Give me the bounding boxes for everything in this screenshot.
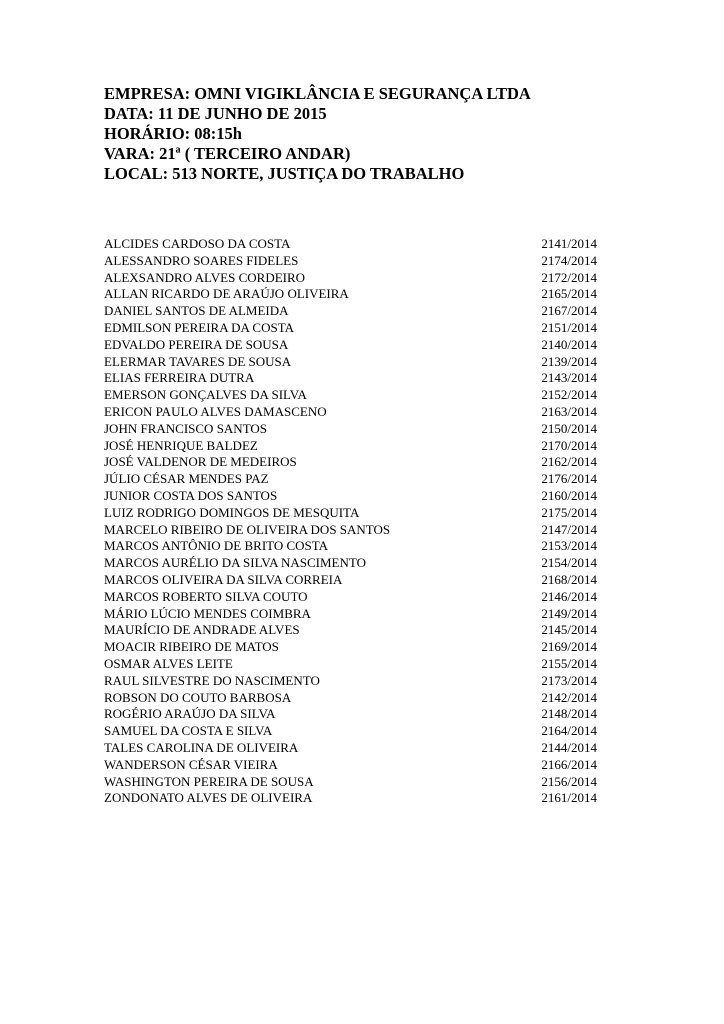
entry-process-number: 2142/2014 — [541, 689, 597, 705]
entry-process-number: 2169/2014 — [541, 639, 597, 655]
entry-name: WASHINGTON PEREIRA DE SOUSA — [104, 773, 314, 789]
entry-name: ELIAS FERREIRA DUTRA — [104, 370, 255, 386]
entry-name: JÚLIO CÉSAR MENDES PAZ — [104, 471, 269, 487]
entry-process-number: 2170/2014 — [541, 437, 597, 453]
list-item — [104, 774, 597, 791]
entry-process-number: 2166/2014 — [541, 756, 597, 772]
list-item — [104, 723, 597, 740]
entry-name: ROBSON DO COUTO BARBOSA — [104, 689, 292, 705]
entry-process-number: 2147/2014 — [541, 521, 597, 537]
date-line: DATA: 11 DE JUNHO DE 2015 — [104, 104, 327, 123]
list-item — [104, 404, 597, 421]
entry-process-number: 2164/2014 — [541, 723, 597, 739]
list-item — [104, 253, 597, 270]
entry-process-number: 2154/2014 — [541, 555, 597, 571]
list-item — [104, 606, 597, 623]
entry-process-number: 2163/2014 — [541, 403, 597, 419]
entry-process-number: 2161/2014 — [541, 790, 597, 806]
entry-name: ALLAN RICARDO DE ARAÚJO OLIVEIRA — [104, 286, 349, 302]
list-item — [104, 488, 597, 505]
entry-process-number: 2167/2014 — [541, 303, 597, 319]
list-item — [104, 555, 597, 572]
entry-name: MARCOS AURÉLIO DA SILVA NASCIMENTO — [104, 555, 366, 571]
entry-process-number: 2151/2014 — [541, 319, 597, 335]
entry-name: JOHN FRANCISCO SANTOS — [104, 420, 268, 436]
entry-name: MÁRIO LÚCIO MENDES COIMBRA — [104, 605, 311, 621]
document-header — [104, 84, 624, 184]
entry-process-number: 2144/2014 — [541, 739, 597, 755]
entry-name: SAMUEL DA COSTA E SILVA — [104, 723, 273, 739]
list-item — [104, 370, 597, 387]
entry-name: EMERSON GONÇALVES DA SILVA — [104, 387, 307, 403]
entry-name: ROGÉRIO ARAÚJO DA SILVA — [104, 706, 276, 722]
entry-process-number: 2173/2014 — [541, 672, 597, 688]
list-item — [104, 354, 597, 371]
entry-process-number: 2176/2014 — [541, 471, 597, 487]
entry-name: MARCOS ROBERTO SILVA COUTO — [104, 588, 308, 604]
entry-name: MARCELO RIBEIRO DE OLIVEIRA DOS SANTOS — [104, 521, 391, 537]
entry-name: TALES CAROLINA DE OLIVEIRA — [104, 739, 299, 755]
entry-process-number: 2149/2014 — [541, 605, 597, 621]
list-item — [104, 790, 597, 807]
list-item — [104, 538, 597, 555]
entry-name: MARCOS OLIVEIRA DA SILVA CORREIA — [104, 571, 343, 587]
entry-name: OSMAR ALVES LEITE — [104, 655, 233, 671]
court-line: VARA: 21ª ( TERCEIRO ANDAR) — [104, 144, 351, 163]
list-item — [104, 673, 597, 690]
entry-name: ERICON PAULO ALVES DAMASCENO — [104, 403, 327, 419]
entry-process-number: 2155/2014 — [541, 655, 597, 671]
entry-name: EDMILSON PEREIRA DA COSTA — [104, 319, 295, 335]
entry-name: ZONDONATO ALVES DE OLIVEIRA — [104, 790, 313, 806]
list-item — [104, 639, 597, 656]
entry-process-number: 2139/2014 — [541, 353, 597, 369]
entry-name: RAUL SILVESTRE DO NASCIMENTO — [104, 672, 320, 688]
entry-name: JOSÉ HENRIQUE BALDEZ — [104, 437, 258, 453]
list-item — [104, 303, 597, 320]
list-item — [104, 505, 597, 522]
list-item — [104, 656, 597, 673]
list-item — [104, 740, 597, 757]
entry-name: DANIEL SANTOS DE ALMEIDA — [104, 303, 289, 319]
list-item — [104, 421, 597, 438]
entry-process-number: 2153/2014 — [541, 538, 597, 554]
list-item — [104, 286, 597, 303]
list-item — [104, 622, 597, 639]
entry-process-number: 2143/2014 — [541, 370, 597, 386]
entry-name: ALESSANDRO SOARES FIDELES — [104, 252, 299, 268]
time-line: HORÁRIO: 08:15h — [104, 124, 242, 143]
list-item — [104, 690, 597, 707]
entry-process-number: 2148/2014 — [541, 706, 597, 722]
entry-name: LUIZ RODRIGO DOMINGOS DE MESQUITA — [104, 504, 360, 520]
list-item — [104, 757, 597, 774]
entry-process-number: 2152/2014 — [541, 387, 597, 403]
entry-name: MARCOS ANTÔNIO DE BRITO COSTA — [104, 538, 329, 554]
location-line: LOCAL: 513 NORTE, JUSTIÇA DO TRABALHO — [104, 164, 465, 183]
entry-process-number: 2145/2014 — [541, 622, 597, 638]
entry-process-number: 2168/2014 — [541, 571, 597, 587]
entry-name: JOSÉ VALDENOR DE MEDEIROS — [104, 454, 297, 470]
entry-process-number: 2150/2014 — [541, 420, 597, 436]
list-item — [104, 270, 597, 287]
list-item — [104, 471, 597, 488]
entry-name: WANDERSON CÉSAR VIEIRA — [104, 756, 278, 772]
company-line: EMPRESA: OMNI VIGIKLÂNCIA E SEGURANÇA LTDA — [104, 84, 531, 103]
entry-name: ALEXSANDRO ALVES CORDEIRO — [104, 269, 306, 285]
entries-list — [104, 236, 597, 807]
entry-process-number: 2172/2014 — [541, 269, 597, 285]
list-item — [104, 522, 597, 539]
entry-process-number: 2162/2014 — [541, 454, 597, 470]
entry-process-number: 2160/2014 — [541, 487, 597, 503]
entry-name: JUNIOR COSTA DOS SANTOS — [104, 487, 278, 503]
entry-name: MAURÍCIO DE ANDRADE ALVES — [104, 622, 300, 638]
list-item — [104, 438, 597, 455]
list-item — [104, 706, 597, 723]
list-item — [104, 337, 597, 354]
list-item — [104, 589, 597, 606]
entry-name: ELERMAR TAVARES DE SOUSA — [104, 353, 292, 369]
entry-process-number: 2156/2014 — [541, 773, 597, 789]
entry-name: MOACIR RIBEIRO DE MATOS — [104, 639, 279, 655]
entry-process-number: 2141/2014 — [541, 236, 597, 251]
entry-process-number: 2165/2014 — [541, 286, 597, 302]
list-item — [104, 572, 597, 589]
entry-name: EDVALDO PEREIRA DE SOUSA — [104, 336, 289, 352]
list-item — [104, 387, 597, 404]
entry-process-number: 2146/2014 — [541, 588, 597, 604]
list-item — [104, 236, 597, 253]
entry-process-number: 2140/2014 — [541, 336, 597, 352]
list-item — [104, 454, 597, 471]
entry-process-number: 2174/2014 — [541, 252, 597, 268]
list-item — [104, 320, 597, 337]
entry-name: ALCIDES CARDOSO DA COSTA — [104, 236, 291, 251]
entry-process-number: 2175/2014 — [541, 504, 597, 520]
